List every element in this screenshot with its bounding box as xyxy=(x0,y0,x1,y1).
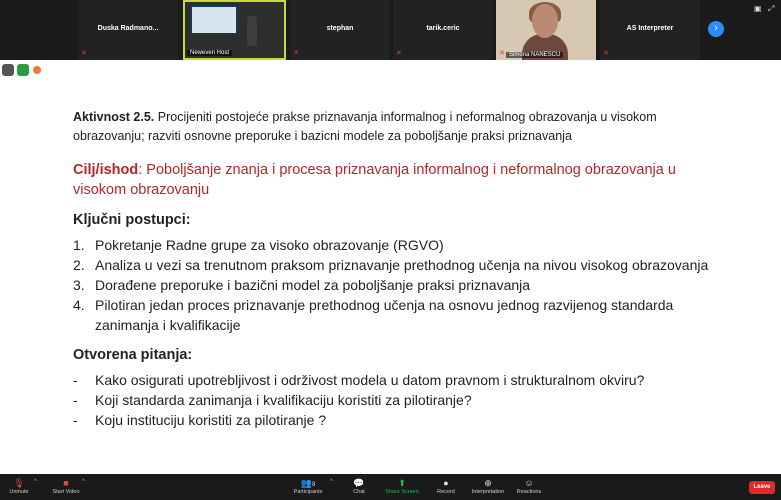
share-screen-button[interactable] xyxy=(384,474,420,500)
list-item xyxy=(73,275,713,295)
participant-name: AS Interpreter xyxy=(626,25,674,32)
participant-tile[interactable] xyxy=(496,0,596,60)
leave-button[interactable]: Leave xyxy=(749,481,775,494)
reactions-label: Reactions xyxy=(516,489,542,495)
view-toggle-icon[interactable]: ▣ xyxy=(754,4,762,13)
record-button[interactable] xyxy=(434,474,458,500)
activity-text: Procijeniti postojeće prakse priznavanja informalnog i neformalnog obrazovanja u visokom obrazovanju; razviti osnovne preporuke i bazicni modele za poboljšanje praksi priznavanja xyxy=(73,110,657,143)
record-icon: ● xyxy=(443,478,449,488)
participant-strip xyxy=(0,0,781,60)
recording-indicator-icon xyxy=(33,66,41,74)
shared-screen-slide xyxy=(0,80,781,474)
meeting-toolbar xyxy=(0,474,781,500)
list-text: Koju instituciju koristiti za pilotiranje ? xyxy=(95,412,327,428)
list-dash: - xyxy=(73,392,78,408)
muted-mic-icon: ✕ xyxy=(499,50,505,57)
reactions-button[interactable] xyxy=(514,474,544,500)
participant-tile[interactable] xyxy=(600,0,700,60)
goal-paragraph xyxy=(73,160,713,200)
participant-name: stephan xyxy=(326,25,354,32)
participants-label: Participants xyxy=(293,489,323,495)
chevron-up-icon[interactable]: ^ xyxy=(330,479,333,485)
list-text: Kako osigurati upotrebljivost i održivost modela u datom pravnom i strukturalnom okviru? xyxy=(95,372,645,388)
chevron-up-icon[interactable]: ^ xyxy=(34,479,37,485)
speaker-figure xyxy=(247,16,257,46)
list-text: Pilotiran jedan proces priznavanje prethodnog učenja na osnovu jednog razvijenog standarda zanimanja i kvalifikacije xyxy=(95,297,674,333)
list-dash: - xyxy=(73,412,78,428)
next-page-arrow-icon[interactable]: › xyxy=(708,21,724,37)
smiley-icon: ☺ xyxy=(524,478,534,488)
list-text: Koji standarda zanimanja i kvalifikaciju koristiti za pilotiranje? xyxy=(95,392,472,408)
list-item xyxy=(73,410,713,430)
list-text: Analiza u vezi sa trenutnom praksom priznavanje prethodnog učenja na nivou visokog obrazovanja xyxy=(95,257,709,273)
participant-tile-active-speaker[interactable] xyxy=(183,0,286,60)
participant-name: Simona NANESCU xyxy=(506,52,563,58)
participant-name: Duska Radmano... xyxy=(97,25,159,32)
muted-mic-icon: 🎙 xyxy=(13,478,25,488)
activity-label: Aktivnost 2.5. xyxy=(73,110,155,124)
open-questions-list xyxy=(73,370,713,430)
list-item xyxy=(73,255,713,275)
key-steps-list xyxy=(73,235,713,335)
key-steps-heading: Ključni postupci: xyxy=(73,212,191,228)
participant-tile[interactable] xyxy=(393,0,493,60)
presentation-screen-thumb xyxy=(191,6,237,34)
participant-video xyxy=(496,0,596,60)
chat-button[interactable] xyxy=(348,474,370,500)
participants-button[interactable] xyxy=(290,474,326,500)
share-screen-label: Share Screen xyxy=(385,489,419,495)
list-item xyxy=(73,370,713,390)
record-label: Record xyxy=(437,489,455,495)
muted-mic-icon: ✕ xyxy=(293,50,299,57)
participants-icon: 👥8 xyxy=(300,478,316,488)
list-item xyxy=(73,390,713,410)
list-item xyxy=(73,235,713,255)
goal-label: Cilj/ishod xyxy=(73,162,139,178)
participant-tile[interactable] xyxy=(290,0,390,60)
chat-label: Chat xyxy=(353,489,365,495)
muted-mic-icon: ✕ xyxy=(603,50,609,57)
security-badge-icon[interactable] xyxy=(17,64,29,76)
muted-mic-icon: ✕ xyxy=(396,50,402,57)
list-item xyxy=(73,295,713,335)
person-face xyxy=(532,4,558,38)
chevron-up-icon[interactable]: ^ xyxy=(82,479,85,485)
shield-icon[interactable] xyxy=(2,64,14,76)
start-video-button[interactable] xyxy=(48,474,84,500)
muted-mic-icon: ✕ xyxy=(81,50,87,57)
list-number: 1. xyxy=(73,237,85,253)
participant-tile[interactable] xyxy=(78,0,178,60)
list-number: 2. xyxy=(73,257,85,273)
participant-name: Neweven Host xyxy=(187,50,232,56)
unmute-label: Unmute xyxy=(9,489,29,495)
video-off-icon: ■ xyxy=(63,478,69,488)
globe-icon: ⊕ xyxy=(484,478,492,488)
slide-content xyxy=(73,108,713,430)
unmute-button[interactable] xyxy=(4,474,34,500)
list-text: Dorađene preporuke i bazični model za poboljšanje praksi priznavanja xyxy=(95,277,531,293)
goal-text: : Poboljšanje znanja i procesa priznavanja informalnog i neformalnog obrazovanja u visokom obrazovanju xyxy=(73,162,676,198)
open-questions-heading: Otvorena pitanja: xyxy=(73,347,193,363)
list-dash: - xyxy=(73,372,78,388)
list-text: Pokretanje Radne grupe za visoko obrazovanje (RGVO) xyxy=(95,237,444,253)
start-video-label: Start Video xyxy=(52,489,80,495)
activity-paragraph xyxy=(73,108,713,146)
share-screen-icon: ⬆ xyxy=(398,478,406,488)
interpretation-label: Interpretation xyxy=(471,489,505,495)
participant-name: tarik.ceric xyxy=(426,25,460,32)
interpretation-button[interactable] xyxy=(468,474,508,500)
list-number: 3. xyxy=(73,277,85,293)
participants-count: 8 xyxy=(311,482,316,488)
fullscreen-icon[interactable]: ⤢ xyxy=(768,4,775,13)
list-number: 4. xyxy=(73,297,85,313)
chat-icon: 💬 xyxy=(353,478,365,488)
